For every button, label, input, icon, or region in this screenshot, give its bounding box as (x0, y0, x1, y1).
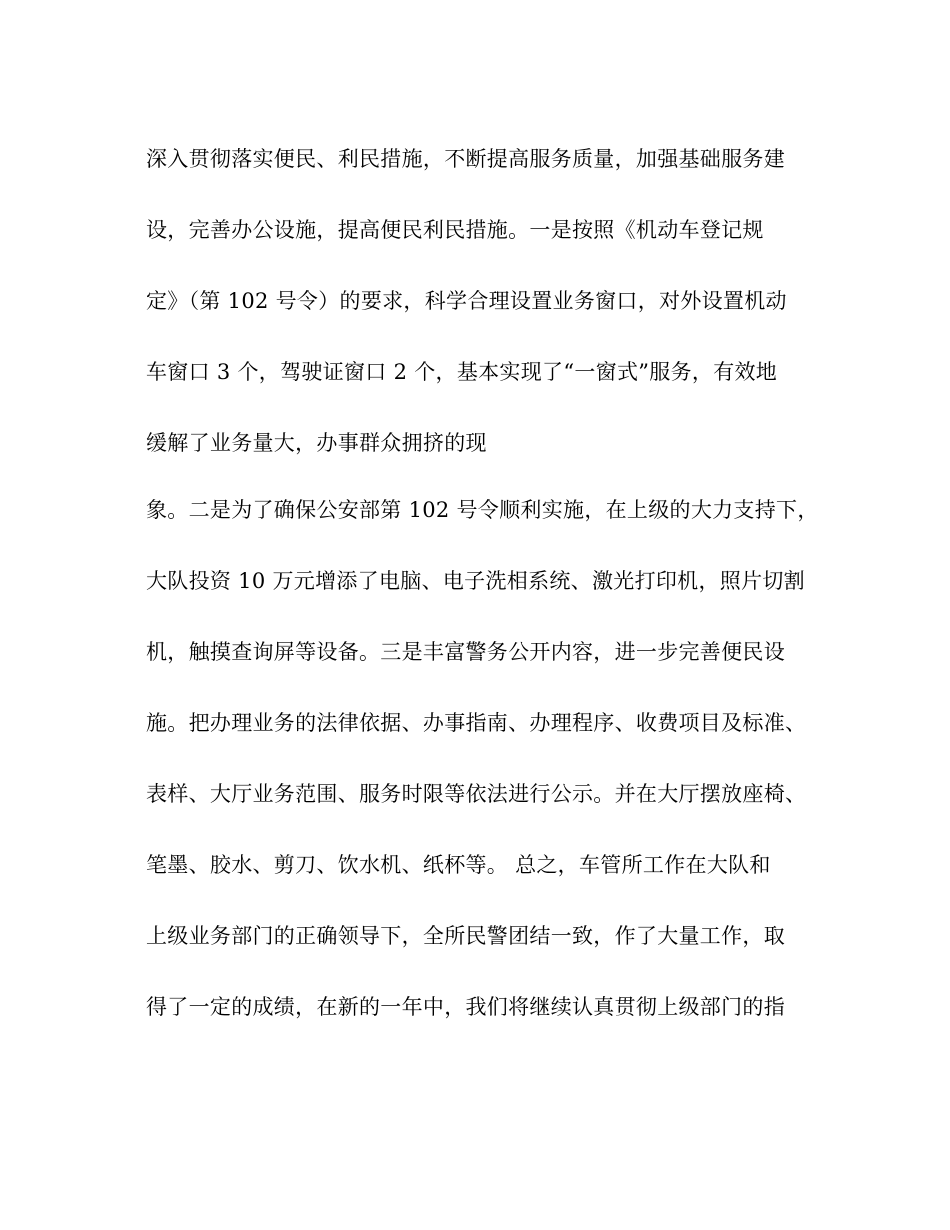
text-line: 表样、大厅业务范围、服务时限等依法进行公示。并在大厅摆放座椅、 (146, 782, 807, 806)
text-line: 机，触摸查询屏等设备。三是丰富警务公开内容，进一步完善便民设 (146, 640, 785, 664)
text-line: 缓解了业务量大，办事群众拥挤的现 (146, 431, 487, 455)
text-line: 设，完善办公设施，提高便民利民措施。一是按照《机动车登记规 (146, 218, 764, 242)
text-line: 上级业务部门的正确领导下，全所民警团结一致，作了大量工作，取 (146, 924, 785, 948)
text-line: 深入贯彻落实便民、利民措施，不断提高服务质量，加强基础服务建 (146, 147, 785, 171)
text-line: 定》（第 102 号令）的要求，科学合理设置业务窗口，对外设置机动 (146, 289, 787, 313)
text-line: 笔墨、胶水、剪刀、饮水机、纸杯等。 总之，车管所工作在大队和 (146, 853, 771, 877)
text-line: 得了一定的成绩，在新的一年中，我们将继续认真贯彻上级部门的指 (146, 995, 785, 1019)
text-line: 施。把办理业务的法律依据、办事指南、办理程序、收费项目及标准、 (146, 711, 807, 735)
text-line: 大队投资 10 万元增添了电脑、电子洗相系统、激光打印机，照片切割 (146, 569, 805, 593)
text-line: 象。二是为了确保公安部第 102 号令顺利实施，在上级的大力支持下， (146, 498, 819, 522)
text-line: 车窗口 3 个，驾驶证窗口 2 个，基本实现了“一窗式”服务，有效地 (146, 360, 778, 384)
